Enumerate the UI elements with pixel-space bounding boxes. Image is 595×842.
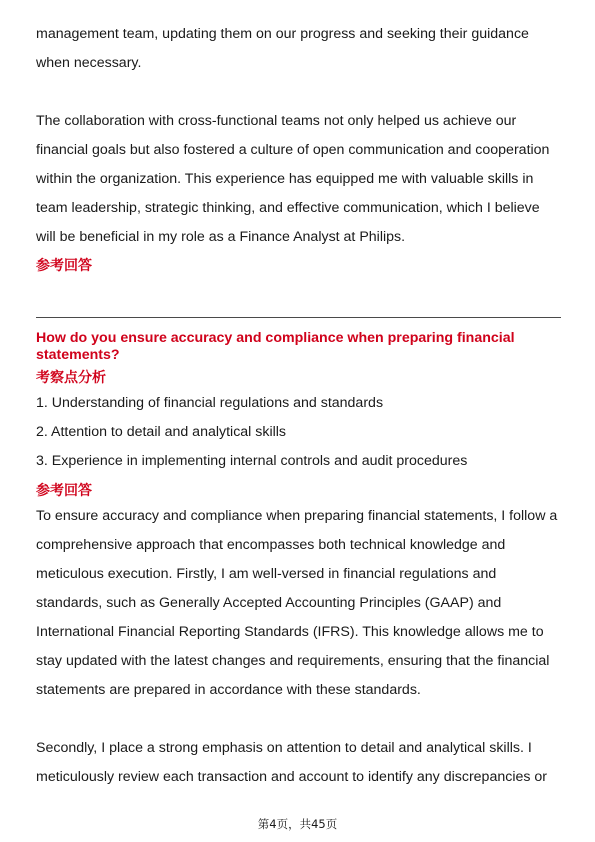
page-content [36, 20, 561, 792]
analysis-label: 考察点分析 [36, 370, 106, 386]
section-gap [36, 276, 561, 317]
answer-paragraph: To ensure accuracy and compliance when preparing financial statements, I follow a comprehensive approach that encompasses both technical knowledge and meticulous execution. Firstly, I am well-versed in financial regulations and standards, such as Generally Accepted Accounting Principles (GAAP) and International Financial Reporting Standards (IFRS). This knowledge allows me to stay updated with the latest changes and requirements, ensuring that the financial statements are prepared in accordance with these standards. [36, 508, 558, 698]
section-divider [36, 317, 561, 318]
paragraph-gap [36, 705, 561, 734]
analysis-point: 1. Understanding of financial regulations and standards [36, 395, 384, 411]
previous-answer-paragraph: The collaboration with cross-functional teams not only helped us achieve our financial goals but also fostered a culture of open communication and cooperation within the organization. This experience has equipped me with valuable skills in team leadership, strategic thinking, and effective communication, which I believe will be beneficial in my role as a Finance Analyst at Philips. [36, 113, 550, 245]
reference-answer-label: 参考回答 [36, 258, 92, 274]
analysis-point: 2. Attention to detail and analytical skills [36, 424, 287, 440]
previous-answer-ending: management team, updating them on our progress and seeking their guidance when necessary. [36, 26, 529, 71]
analysis-points-list [36, 389, 561, 476]
paragraph-gap [36, 78, 561, 107]
analysis-point: 3. Experience in implementing internal controls and audit procedures [36, 453, 468, 469]
answer-paragraph: Secondly, I place a strong emphasis on attention to detail and analytical skills. I meticulously review each transaction and account to identify any discrepancies or [36, 740, 548, 785]
question-title: How do you ensure accuracy and compliance when preparing financial statements? [36, 330, 515, 363]
reference-answer-label: 参考回答 [36, 483, 92, 499]
page-number-footer: 第4页，共45页 [257, 817, 338, 831]
